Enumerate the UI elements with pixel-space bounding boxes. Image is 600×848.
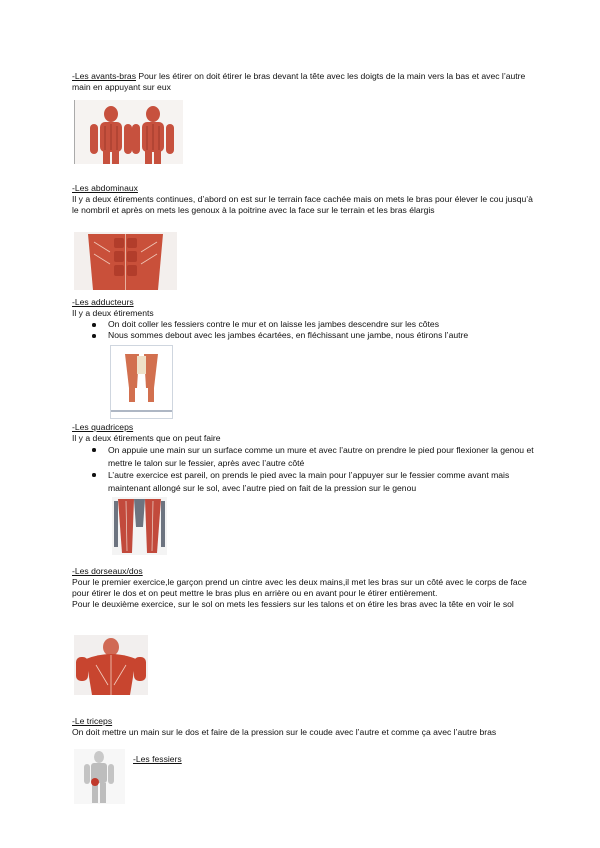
section-title: -Les fessiers: [133, 754, 182, 764]
forearm-muscles-image: [74, 100, 183, 164]
list-item: L’autre exercice est pareil, on prends le pied avec la main pour l’appuyer sur le fessier comme avant mais maintenant allongé sur le sol, avec l’autre pied on fait de la pression sur le genou: [108, 469, 534, 494]
section-text: Il y a deux étirements continues, d’abord on est sur le terrain face cachée mais on mets le bras pour élever le cou jusqu’à le nombril et après on mets les genoux à la poitrine avec la face sur le terrain et les bras élargis: [72, 194, 533, 215]
section-title: -Le triceps: [72, 716, 113, 726]
adductor-muscles-image: [110, 345, 173, 419]
section-title: -Les abdominaux: [72, 183, 138, 193]
section-dorseaux: [72, 566, 534, 610]
quadriceps-muscles-image: [112, 497, 167, 555]
section-intro: Il y a deux étirements que on peut faire: [72, 433, 221, 443]
section-abdominaux: [72, 183, 534, 216]
section-text: Pour les étirer on doit étirer le bras devant la tête avec les doigts de la main vers la bas et avec l’autre main en appuyant sur eux: [72, 71, 526, 92]
glutes-muscles-image: [74, 749, 125, 804]
section-intro: Il y a deux étirements: [72, 308, 154, 318]
bullet-list: [72, 319, 534, 341]
section-title: -Les avants-bras: [72, 71, 137, 81]
section-quadriceps: [72, 422, 534, 494]
section-title: -Les quadriceps: [72, 422, 134, 432]
section-text: On doit mettre un main sur le dos et faire de la pression sur le coude avec l’autre et comme ça avec l’autre bras: [72, 727, 497, 737]
section-fessiers: [133, 754, 182, 765]
section-title: -Les dorseaux/dos: [72, 566, 143, 576]
list-item: Nous sommes debout avec les jambes écartées, en fléchissant une jambe, nous étirons l’autre: [108, 330, 534, 341]
back-muscles-image: [74, 635, 148, 695]
section-title: -Les adducteurs: [72, 297, 134, 307]
bullet-list: [72, 444, 534, 494]
abdominal-muscles-image: [74, 232, 177, 290]
list-item: On appuie une main sur un surface comme un mure et avec l’autre on prendre le pied pour flexioner la genou et mettre le talon sur le fessier, après avec l’autre côté: [108, 445, 534, 468]
section-triceps: [72, 716, 534, 738]
section-adducteurs: [72, 297, 534, 341]
section-avant-bras: [72, 71, 534, 93]
section-paragraph: Pour le deuxième exercice, sur le sol on mets les fessiers sur les talons et on étire les bras avec la tête en voir le sol: [72, 599, 514, 609]
list-item: On doit coller les fessiers contre le mur et on laisse les jambes descendre sur les côtes: [108, 319, 534, 330]
section-paragraph: Pour le premier exercice,le garçon prend un cintre avec les deux mains,il met les bras sur un côté avec le corps de face pour étirer le dos et on peut mettre le bras plus en arrière ou en avant pour le étirer entièrement.: [72, 577, 527, 598]
